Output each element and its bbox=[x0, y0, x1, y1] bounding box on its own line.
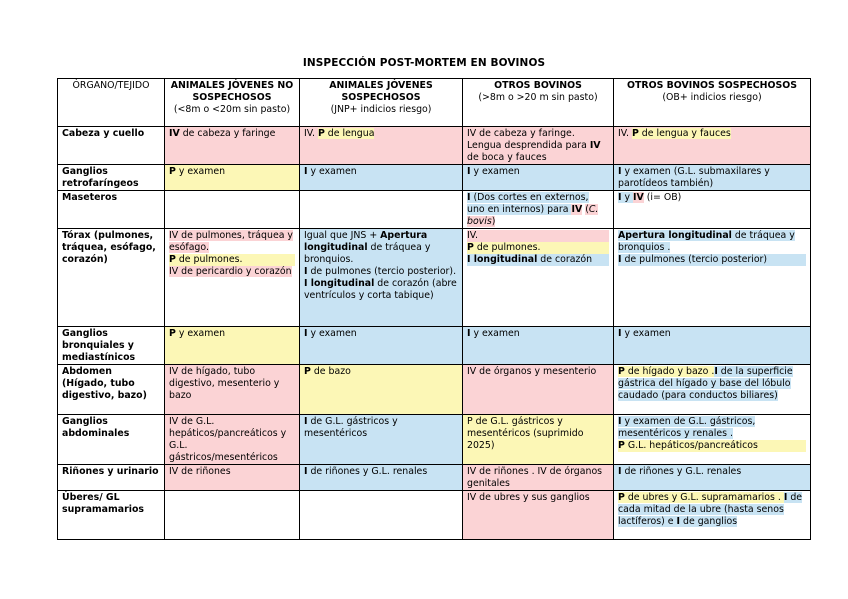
cell: IV de ubres y sus ganglios bbox=[463, 491, 614, 540]
header-organ: ÓRGANO/TEJIDO bbox=[58, 79, 165, 127]
header-row bbox=[58, 79, 811, 127]
cell: I y IV (i= OB) bbox=[614, 191, 811, 229]
cell: IV de riñones bbox=[165, 465, 300, 491]
table-row bbox=[58, 165, 811, 191]
cell: IV de cabeza y faringe. Lengua desprendida para IV de boca y fauces bbox=[463, 127, 614, 165]
cell: P y examen bbox=[165, 327, 300, 365]
organ-cell: Ganglios retrofaríngeos bbox=[58, 165, 165, 191]
organ-cell: Tórax (pulmones, tráquea, esófago, corazón) bbox=[58, 229, 165, 327]
cell: I y examen bbox=[614, 327, 811, 365]
cell: Igual que JNS + Apertura longitudinal de tráquea y bronquios. I de pulmones (tercio posterior). I longitudinal de corazón (abre ventrículos y corta tabique) bbox=[300, 229, 463, 327]
organ-cell: Ganglios bronquiales y mediastínicos bbox=[58, 327, 165, 365]
cell: IV. P de lengua bbox=[300, 127, 463, 165]
organ-cell: Abdomen (Hígado, tubo digestivo, bazo) bbox=[58, 365, 165, 415]
cell: IV. P de pulmones. I longitudinal de corazón bbox=[463, 229, 614, 327]
header-young-suspect: ANIMALES JÓVENES SOSPECHOSOS (JNP+ indicios riesgo) bbox=[300, 79, 463, 127]
cell bbox=[300, 191, 463, 229]
table-row bbox=[58, 327, 811, 365]
cell bbox=[300, 491, 463, 540]
header-young-not-suspect: ANIMALES JÓVENES NO SOSPECHOSOS (<8m o <20m sin pasto) bbox=[165, 79, 300, 127]
header-other-bovines: OTROS BOVINOS (>8m o >20 m sin pasto) bbox=[463, 79, 614, 127]
page-title: INSPECCIÓN POST-MORTEM EN BOVINOS bbox=[302, 57, 546, 69]
cell: IV de cabeza y faringe bbox=[165, 127, 300, 165]
cell: IV de órganos y mesenterio bbox=[463, 365, 614, 415]
cell: P de ubres y G.L. supramamarios . I de cada mitad de la ubre (hasta senos lactíferos) e I de ganglios bbox=[614, 491, 811, 540]
cell: I y examen de G.L. gástricos, mesentéricos y renales . P G.L. hepáticos/pancreáticos bbox=[614, 415, 811, 465]
cell: I y examen bbox=[300, 165, 463, 191]
cell bbox=[165, 191, 300, 229]
cell: P de G.L. gástricos y mesentéricos (suprimido 2025) bbox=[463, 415, 614, 465]
cell: IV de G.L. hepáticos/pancreáticos y G.L. gástricos/mesentéricos bbox=[165, 415, 300, 465]
table-row bbox=[58, 491, 811, 540]
cell: P de bazo bbox=[300, 365, 463, 415]
cell: I de riñones y G.L. renales bbox=[300, 465, 463, 491]
cell bbox=[165, 491, 300, 540]
header-other-suspect: OTROS BOVINOS SOSPECHOSOS (OB+ indicios riesgo) bbox=[614, 79, 811, 127]
cell: I y examen bbox=[463, 165, 614, 191]
cell: IV de pulmones, tráquea y esófago. P de pulmones. IV de pericardio y corazón bbox=[165, 229, 300, 327]
inspection-table bbox=[57, 78, 811, 540]
cell: IV de hígado, tubo digestivo, mesenterio y bazo bbox=[165, 365, 300, 415]
cell: I y examen bbox=[300, 327, 463, 365]
cell: P y examen bbox=[165, 165, 300, 191]
cell: I de riñones y G.L. renales bbox=[614, 465, 811, 491]
table-row bbox=[58, 191, 811, 229]
table-row bbox=[58, 127, 811, 165]
cell: P de hígado y bazo .I de la superficie gástrica del hígado y base del lóbulo caudado (para conductos biliares) bbox=[614, 365, 811, 415]
organ-cell: Cabeza y cuello bbox=[58, 127, 165, 165]
cell: I y examen bbox=[463, 327, 614, 365]
cell: IV. P de lengua y fauces bbox=[614, 127, 811, 165]
table-row bbox=[58, 465, 811, 491]
cell: I de G.L. gástricos y mesentéricos bbox=[300, 415, 463, 465]
organ-cell: Úberes/ GL supramamarios bbox=[58, 491, 165, 540]
organ-cell: Riñones y urinario bbox=[58, 465, 165, 491]
organ-cell: Maseteros bbox=[58, 191, 165, 229]
organ-cell: Ganglios abdominales bbox=[58, 415, 165, 465]
cell: IV de riñones . IV de órganos genitales bbox=[463, 465, 614, 491]
cell: Apertura longitudinal de tráquea y bronquios . I de pulmones (tercio posterior) bbox=[614, 229, 811, 327]
table-row bbox=[58, 415, 811, 465]
cell: I (Dos cortes en externos, uno en internos) para IV (C. bovis) bbox=[463, 191, 614, 229]
table-row bbox=[58, 365, 811, 415]
cell: I y examen (G.L. submaxilares y parotídeos también) bbox=[614, 165, 811, 191]
table-row bbox=[58, 229, 811, 327]
